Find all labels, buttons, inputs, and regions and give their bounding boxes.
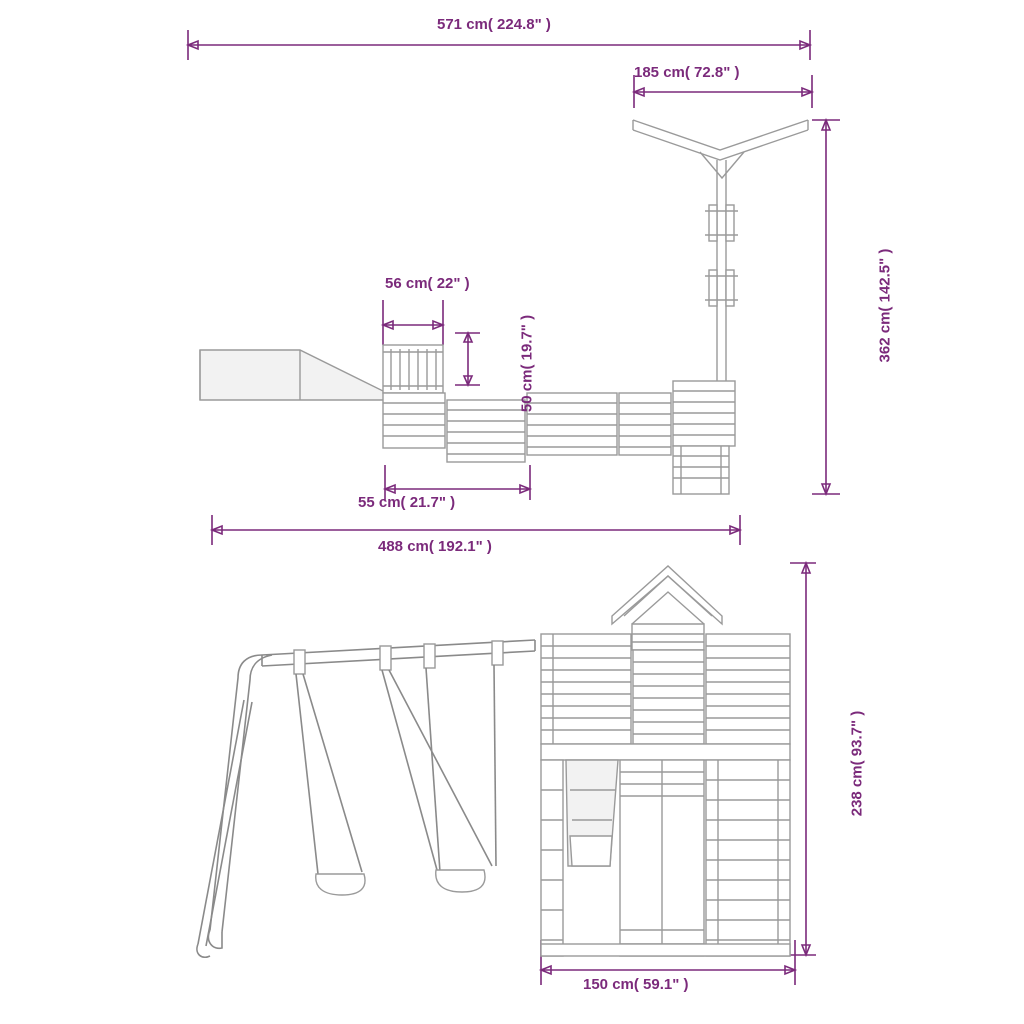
dimension-label-overall-height: 362 cm( 142.5" ) xyxy=(876,248,894,363)
dimension-label-house-width: 150 cm( 59.1" ) xyxy=(583,976,689,993)
dimension-label-structure-width: 488 cm( 192.1" ) xyxy=(378,538,492,555)
perspective-drawing xyxy=(197,566,790,957)
dimension-label-house-height: 238 cm( 93.7" ) xyxy=(848,710,866,817)
dimension-label-tower-width: 56 cm( 22" ) xyxy=(385,275,470,292)
dimension-label-platform-width: 55 cm( 21.7" ) xyxy=(358,494,456,511)
dimension-label-swing-beam-width: 185 cm( 72.8" ) xyxy=(634,64,740,81)
dimension-label-rail-height: 50 cm( 19.7" ) xyxy=(518,314,536,413)
dimension-lines-top xyxy=(188,30,840,545)
dimension-label-overall-width: 571 cm( 224.8" ) xyxy=(437,16,551,33)
front-elevation-drawing xyxy=(200,120,808,494)
